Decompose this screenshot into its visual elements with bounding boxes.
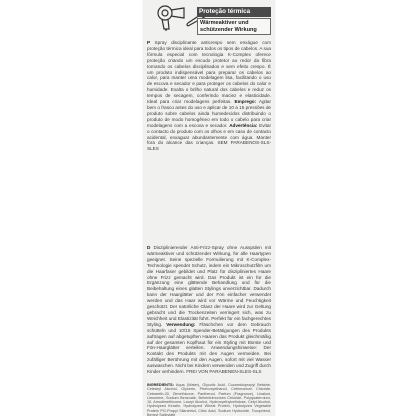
product-label-panel — [143, 0, 275, 416]
heat-protection-title-de — [197, 18, 271, 35]
heat-protection-title-pt: Proteção térmica — [197, 7, 271, 17]
title-de-line-2: schützender Wirkung — [200, 27, 257, 33]
hair-dryer-icon — [158, 6, 184, 31]
usage-label-pt: Emprego: — [234, 99, 257, 105]
language-marker-pt: P — [147, 40, 151, 45]
title-de-line-1: Wärmeaktiver und — [200, 20, 249, 26]
warning-label-pt: Advertência: — [229, 122, 258, 128]
usage-label-de: Verwendung: — [166, 321, 196, 327]
description-pt: Spray disciplinante anticrespo sem enxágue com proteção térmica ideal para todos os tipos de cabelos. A sua fórmula especial com tecnologia K-Complex oferece proteção criando um escudo protetor ao redor da fibra tornando os cabelos disciplinados e sem efeito crespo. É um produto indispensável para preparar os cabelos ao calor, para manter uma modelagem lisa, facilitando o uso de escova e secador e para proteger os cabelos do calor e humidade. Exalta o brilho natural dos cabelos e reduz os tempos de secagem, conferindo maciez e elasticidade. Ideal para criar modelagens perfeitas. — [147, 40, 271, 105]
portuguese-text-block — [147, 40, 271, 238]
usage-pt: Agitar bem o frasco antes do uso e aplicar de 10 a 15 pressões de produto sobre cabelos ainda humedecidos distribuindo o produto de modo homogêneo em todo o cabelo para criar modelagens com a escova e secador. — [147, 99, 271, 128]
usage-de: Fläschchen vor dem Gebrauch schütteln und 10/15 Spender-Betätigungen des Produkts auftragen auf abgetupften Haaren das Produkt gleichmäßig auf der gesamten Kopfhaut für ein Styling mit Bürste und Fön-Haarglätter verteilen. Anwendungshinweise: Der Kontakt des Produkts mit den Augen vermeiden. Bei zufälliger Berührung mit den Augen, sofort mit viel Wasser auswaschen. Nicht bei Kindern verwenden und Zugriff durch Kinder verhindern. FREI VON PARABENEN-SLES-SLS — [147, 321, 271, 375]
ingredients-block — [147, 383, 271, 416]
language-marker-de: D — [147, 245, 151, 250]
warning-pt: Evitar o contacto do produto com os olhos e em caso de contacto acidental, enxaguar abundantemente com água. Manter fora do alcance das crianças. SEM PARABENOS-SLS-SLES — [147, 122, 271, 152]
ingredients-label: INGREDIENTS: — [147, 383, 174, 387]
german-text-block — [147, 245, 271, 382]
description-de: Disziplinierender Anti-Frizz-Spray ohne Ausspülen mit wärmeaktiver und schützender Wirkung, für alle Haartypen geeignet. Seine spezielle Formulierung mit K-Complex-Technologie spendet Schutz, indem ein Mikroschutzfilm um die Haarfaser gebildet und Platz für diszipliniertes Haare ohne Frizz gemacht wird. Das Produkt ist ein für die Ergänzung eine glättende Behandlung und für die Beibehaltung eines glatten Stylings unverzichtbar. Dadurch kann der Haarglätter und der Fön einfacher verwendet werden und das Haar wird vor Wärme und Feuchtigkeit geschützt. Der natürliche Glanz der Haare wird zur Geltung gebracht und die Trockenzeiten verringert sich, was zu Weichheit und Elastizität führt. Perfekt für ein fachgerechtes Styling. — [147, 245, 271, 327]
ingredients-text: Aqua (Water), Glycolic Acid, Cocamidopropyl Betaine, Cetearyl Alcohol, Glycerin, Phenoxyethanol, Cetrimonium Chloride, Ceteareth-20, Dimethicone, Panthenol, Parfum (Fragrance), Linalool, Limonene, Sodium Benzoate, Behentrimonium Chloride, Polyquaternium-10, Amodimethicone, Lauryl Alcohol, Hydroxyethylcellulose, Cetyl Alcohol, Hydrolyzed Keratin, Hydrolyzed Wheat Protein, Hydrolyzed Vegetable Protein PG-Propyl Silanetriol, Citric Acid, Sodium Hydroxide, Tocopherol, Benzyl Salicylate — [147, 383, 271, 416]
